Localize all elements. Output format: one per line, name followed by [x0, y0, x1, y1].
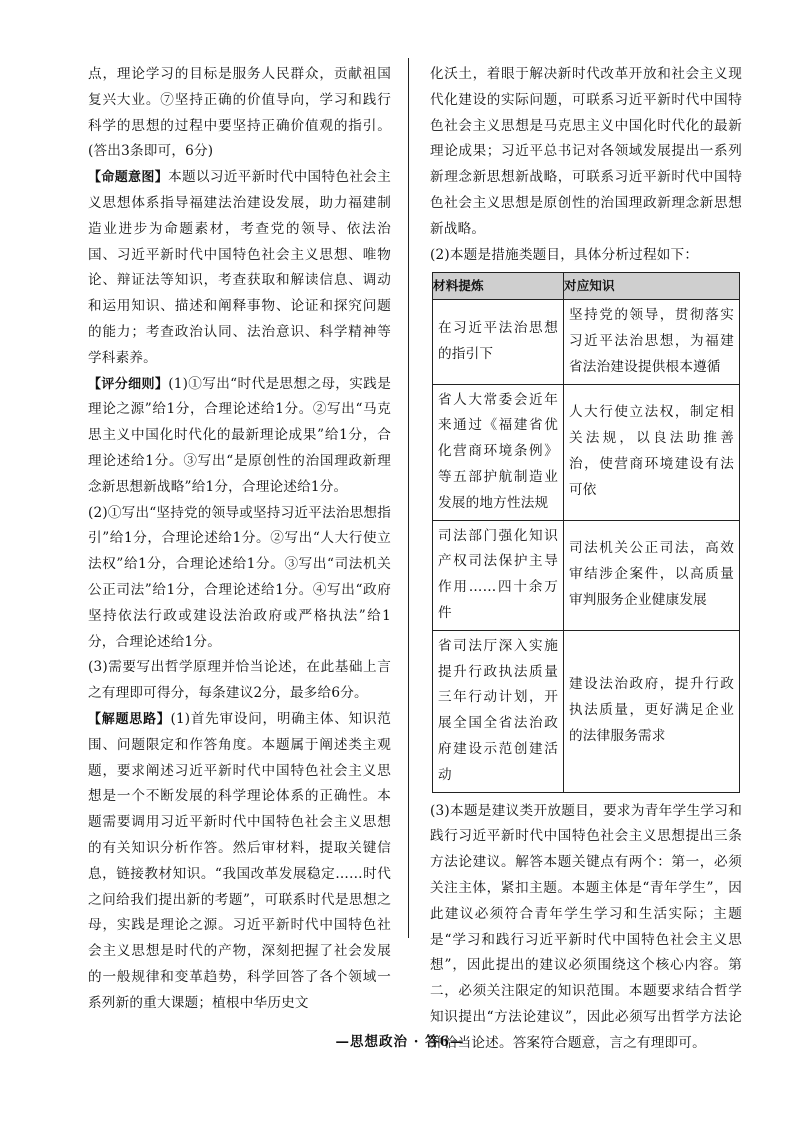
section-tag-intent: 【命题意图】 [88, 170, 169, 186]
section-tag-approach: 【解题思路】 [88, 711, 171, 727]
right-para-lead: (2)本题是措施类题目，具体分析过程如下： [430, 246, 699, 263]
right-para-q3: (3)本题是建议类开放题目，要求为青年学生学习和践行习近平新时代中国特色社会主义思想提出三条方法论建议。解答本题关键点有两个：第一，必须关注主体，紧扣主题。本题主体是“青年学生”，因此建议必须符合青年学生学习和生活实际；主题是“学习和践行习近平新时代中国特色社会主义思想”，因此提出的建议必须围绕这个核心内容。第二，必须关注限定的知识范围。本题要求结合哲学知识提出“方法论建议”，因此必须写出哲学方法论并恰当论述。答案符合题意，言之有理即可。 [430, 802, 742, 1051]
right-column [430, 62, 742, 1056]
left-column [88, 62, 391, 1016]
section-tag-scoring: 【评分细则】 [88, 376, 169, 392]
table-cell-material: 省司法厅深入实施提升行政执法质量三年行动计划，开展全国全省法治政府建设示范创建活动 [433, 630, 564, 792]
table-row [433, 384, 740, 520]
table-cell-material: 省人大常委会近年来通过《福建省优化营商环境条例》等五部护航制造业发展的地方性法规 [433, 384, 564, 520]
left-para-scoring: 【评分细则】(1)①写出“时代是思想之母，实践是理论之源”给1分，合理论述给1分。②写出“马克思主义中国化时代化的最新理论成果”给1分，合理论述给1分。③写出“是原创性的治国理政新理念新思想新战略”给1分，合理论述给1分。 [88, 375, 391, 495]
table-header-row [433, 273, 740, 300]
table-row [433, 630, 740, 792]
table-cell-knowledge: 人大行使立法权，制定相关法规，以良法助推善治，使营商环境建设有法可依 [564, 384, 740, 520]
table-cell-knowledge: 坚持党的领导，贯彻落实习近平法治思想，为福建省法治建设提供根本遵循 [564, 300, 740, 384]
left-para-approach: 【解题思路】(1)首先审设问，明确主体、知识范围、问题限定和作答角度。本题属于阐述类主观题，要求阐述习近平新时代中国特色社会主义思想是一个不断发展的科学理论体系的正确性。本题需要调用习近平新时代中国特色社会主义思想的有关知识分析作答。然后审材料，提取关键信息，链接教材知识。“我国改革发展稳定……时代之问给我们提出新的考题”，可联系时代是思想之母，实践是理论之源。习近平新时代中国特色社会主义思想是时代的产物，深刻把握了社会发展的一般规律和变革趋势，科学回答了各个领域一系列新的重大课题；植根中华历史文 [88, 710, 391, 1011]
table-row [433, 520, 740, 630]
right-para-intro: 化沃土，着眼于解决新时代改革开放和社会主义现代化建设的实际问题，可联系习近平新时代中国特色社会主义思想是马克思主义中国化时代化的最新理论成果；习近平总书记对各领域发展提出一系列新理念新思想新战略，可联系习近平新时代中国特色社会主义思想是原创性的治国理政新理念新思想新战略。 [430, 66, 742, 237]
page-footer: —思想政治 · 答6— [335, 1034, 465, 1050]
left-para-intent: 【命题意图】本题以习近平新时代中国特色社会主义思想体系指导福建法治建设发展，助力福建制造业进步为命题素材，考查党的领导、依法治国、习近平新时代中国特色社会主义思想、唯物论、辩证法等知识，考查获取和解读信息、调动和运用知识、描述和阐释事物、论证和探究问题的能力；考查政治认同、法治意识、科学精神等学科素养。 [88, 169, 392, 366]
table-cell-knowledge: 建设法治政府，提升行政执法质量，更好满足企业的法律服务需求 [564, 630, 740, 792]
column-divider [408, 58, 409, 938]
left-para-scoring-2: (2)①写出“坚持党的领导或坚持习近平法治思想指引”给1分，合理论述给1分。②写出“人大行使立法权”给1分，合理论述给1分。③写出“司法机关公正司法”给1分，合理论述给1分。④写出“政府坚持依法行政或建设法治政府或严格执法”给1分，合理论述给1分。 [88, 504, 391, 650]
table-cell-knowledge: 司法机关公正司法，高效审结涉企案件，以高质量审判服务企业健康发展 [564, 520, 740, 630]
table-cell-material: 司法部门强化知识产权司法保护主导作用……四十余万件 [433, 520, 564, 630]
table-header-material: 材料提炼 [433, 273, 564, 300]
table-cell-material: 在习近平法治思想的指引下 [433, 300, 564, 384]
left-para-0: 点，理论学习的目标是服务人民群众，贡献祖国复兴大业。⑦坚持正确的价值导向，学习和践行科学的思想的过程中要坚持正确价值观的指引。(答出3条即可，6分) [88, 66, 391, 160]
table-row [433, 300, 740, 384]
table-header-knowledge: 对应知识 [564, 273, 740, 300]
analysis-table [432, 272, 740, 792]
left-para-scoring-3: (3)需要写出哲学原理并恰当论述，在此基础上言之有理即可得分，每条建议2分，最多给6分。 [88, 659, 391, 702]
